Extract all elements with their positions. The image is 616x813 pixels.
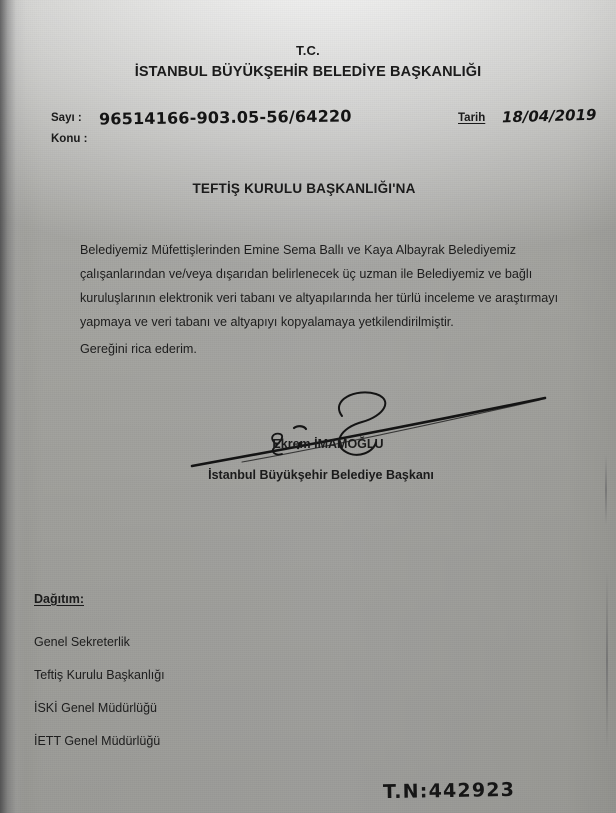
signatory-name: Ekrem İMAMOĞLU [272,437,384,451]
header-organization-name: İSTANBUL BÜYÜKŞEHİR BELEDİYE BAŞKANLIĞI [134,64,482,80]
body-line: kuruluşlarının elektronik veri tabanı ve altyapılarında her türlü inceleme ve araştırmayı [80,291,559,305]
list-item: Genel Sekreterlik [34,635,130,649]
list-item: İETT Genel Müdürlüğü [34,734,161,748]
page-right-edge-line-lower [606,570,608,750]
konu-label: Konu : [51,133,88,145]
tarih-label: Tarih [458,112,486,124]
body-line: yapmaya ve veri tabanı ve altyapıyı kopyalamaya yetkilendirilmiştir. [80,315,454,329]
signatory-title: İstanbul Büyükşehir Belediye Başkanı [208,468,434,482]
body-line: Belediyemiz Müfettişlerinden Emine Sema Ballı ve Kaya Albayrak Belediyemiz [80,243,517,257]
body-closing-line: Gereğini rica ederim. [80,342,197,356]
body-paragraph [80,238,559,334]
sayi-value-handwritten: 96514166-903.05-56/64220 [98,106,352,129]
header-republic-abbreviation: T.C. [296,43,320,58]
addressee-heading: TEFTİŞ KURULU BAŞKANLIĞI'NA [192,181,416,196]
handwritten-signature-icon [190,382,550,482]
distribution-list [34,626,165,758]
sayi-label: Sayı : [51,112,82,124]
list-item: İSKİ Genel Müdürlüğü [34,701,157,715]
list-item: Teftiş Kurulu Başkanlığı [34,668,165,682]
page-left-edge-shadow [0,0,26,813]
distribution-heading: Dağıtım: [34,592,84,606]
signature-mark [190,382,550,482]
tracking-number-handwritten: T.N:442923 [382,778,516,804]
tarih-value-handwritten: 18/04/2019 [501,105,597,127]
page-right-edge-line-upper [605,455,607,525]
body-line: çalışanlarından ve/veya dışarıdan belirlenecek üç uzman ile Belediyemiz ve bağlı [80,267,533,281]
